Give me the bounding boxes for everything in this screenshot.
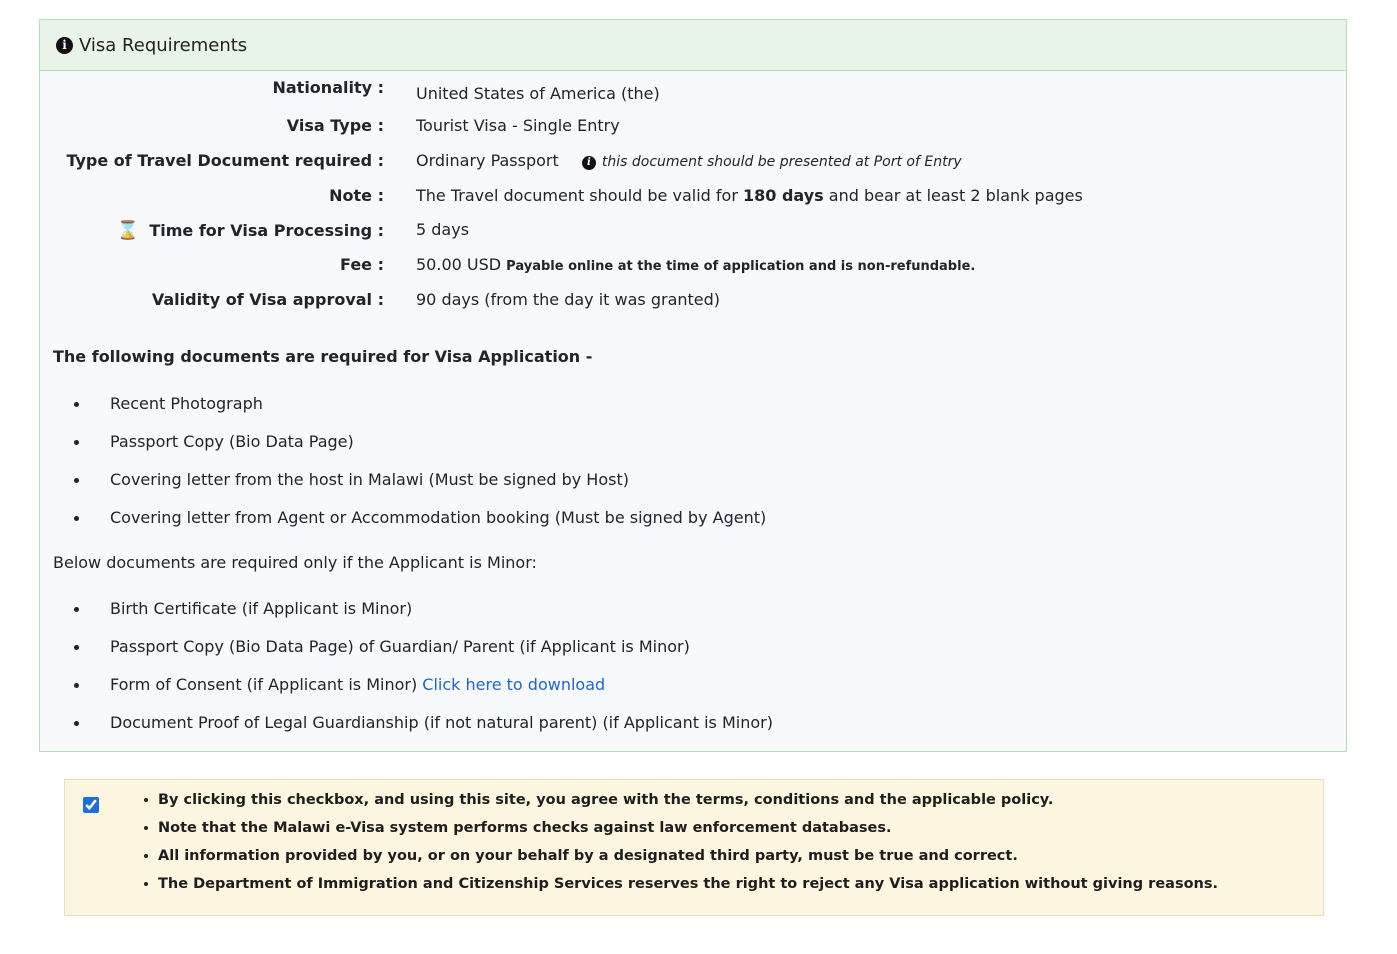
- list-item: Covering letter from the host in Malawi (Must be signed by Host): [40, 470, 766, 508]
- nationality-row: [40, 78, 1346, 108]
- terms-item: The Department of Immigration and Citizenship Services reserves the right to reject any Visa application without giving reasons.: [158, 874, 1218, 902]
- terms-box: [64, 779, 1324, 916]
- list-item-consent: [40, 675, 773, 713]
- travel-doc-row: [40, 151, 1346, 181]
- fee-value: 50.00 USD: [416, 255, 502, 274]
- travel-doc-value: Ordinary Passport: [416, 151, 559, 170]
- processing-label-wrap: [117, 220, 384, 241]
- fee-label: Fee :: [340, 255, 384, 274]
- note-value: [416, 186, 1083, 205]
- note-prefix: The Travel document should be valid for: [416, 186, 738, 205]
- info-circle-icon: i: [56, 37, 73, 54]
- note-label: Note :: [329, 186, 384, 205]
- fee-row: [40, 255, 1346, 285]
- note-suffix: and bear at least 2 blank pages: [828, 186, 1083, 205]
- minor-docs-title: Below documents are required only if the Applicant is Minor:: [53, 553, 537, 572]
- travel-doc-label: Type of Travel Document required :: [66, 151, 384, 170]
- terms-list: [158, 790, 1218, 902]
- processing-row: [40, 220, 1346, 250]
- terms-item: All information provided by you, or on your behalf by a designated third party, must be true and correct.: [158, 846, 1218, 874]
- nationality-value: United States of America (the): [416, 84, 660, 103]
- validity-label: Validity of Visa approval :: [151, 290, 384, 309]
- list-item: Passport Copy (Bio Data Page): [40, 432, 766, 470]
- list-item: Passport Copy (Bio Data Page) of Guardian/ Parent (if Applicant is Minor): [40, 637, 773, 675]
- note-days: 180 days: [742, 186, 824, 205]
- processing-label: Time for Visa Processing :: [149, 221, 384, 240]
- visa-type-label: Visa Type :: [286, 116, 384, 135]
- panel-title: Visa Requirements: [79, 34, 248, 56]
- travel-doc-note-text: this document should be presented at Port of Entry: [601, 154, 962, 170]
- list-item: Covering letter from Agent or Accommodation booking (Must be signed by Agent): [40, 508, 766, 546]
- required-docs-list: [40, 394, 766, 546]
- fee-value-wrap: [416, 255, 975, 274]
- minor-docs-list: [40, 599, 773, 751]
- note-row: [40, 186, 1346, 216]
- validity-row: [40, 290, 1346, 320]
- required-docs-title: The following documents are required for Visa Application -: [53, 347, 593, 366]
- consent-text: Form of Consent (if Applicant is Minor): [110, 675, 418, 694]
- info-circle-icon: i: [582, 156, 596, 170]
- terms-item: Note that the Malawi e-Visa system performs checks against law enforcement databases.: [158, 818, 1218, 846]
- visa-requirements-panel: [39, 19, 1347, 752]
- terms-item: By clicking this checkbox, and using this site, you agree with the terms, conditions and the applicable policy.: [158, 790, 1218, 818]
- validity-value: 90 days (from the day it was granted): [416, 290, 721, 309]
- nationality-label: Nationality :: [272, 78, 384, 97]
- panel-header: [40, 20, 1346, 71]
- travel-doc-note: [582, 154, 962, 170]
- visa-type-value: Tourist Visa - Single Entry: [416, 116, 620, 135]
- list-item: Document Proof of Legal Guardianship (if not natural parent) (if Applicant is Minor): [40, 713, 773, 751]
- fee-note: Payable online at the time of application and is non-refundable.: [506, 259, 976, 274]
- list-item: Birth Certificate (if Applicant is Minor): [40, 599, 773, 637]
- visa-type-row: [40, 116, 1346, 146]
- agree-checkbox[interactable]: [83, 797, 99, 813]
- hourglass-icon: ⌛: [116, 220, 140, 241]
- travel-doc-value-wrap: [416, 151, 962, 170]
- list-item: Recent Photograph: [40, 394, 766, 432]
- processing-value: 5 days: [416, 220, 470, 239]
- download-consent-link[interactable]: Click here to download: [422, 675, 606, 694]
